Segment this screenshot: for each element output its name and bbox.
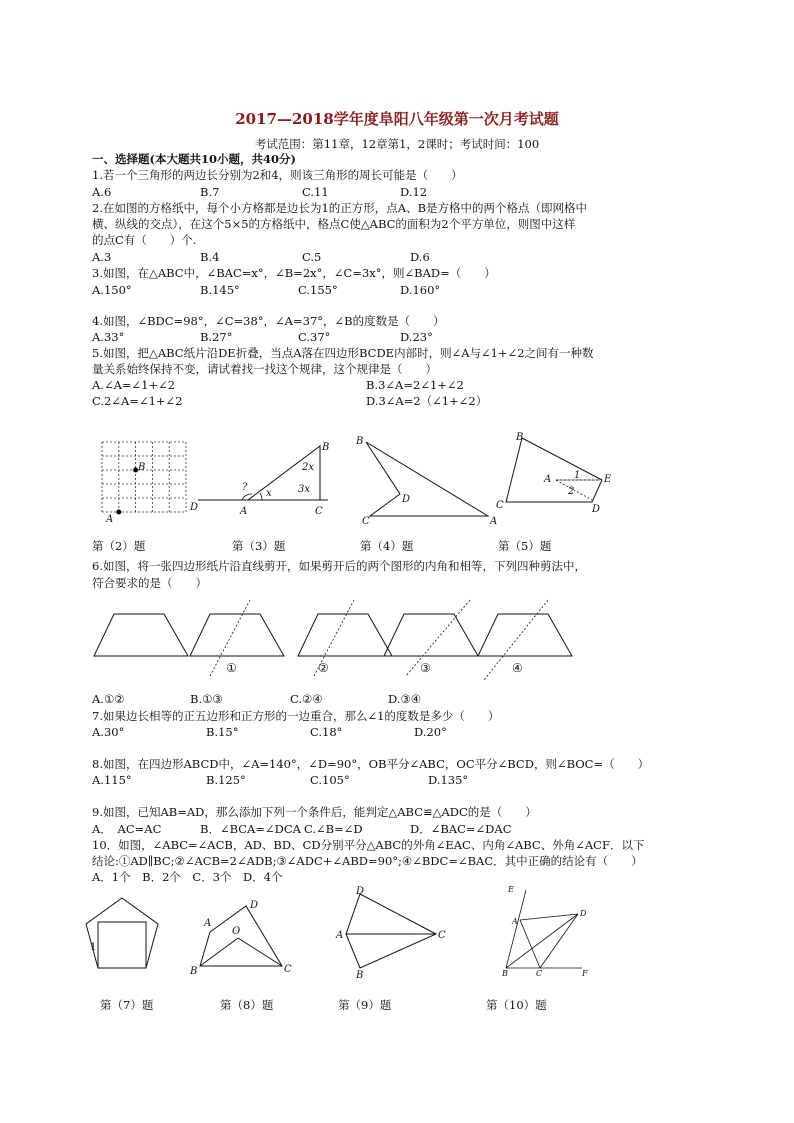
- fig10-label-c: C: [536, 969, 543, 978]
- figure-10-bisectors: [498, 884, 598, 979]
- fig5-label-1: 1: [574, 470, 581, 481]
- q7-option-a: A.30°: [92, 725, 125, 739]
- question-7: 7.如果边长相等的正五边形和正方形的一边重合，那么∠1的度数是多少（ ）: [92, 709, 500, 723]
- fig5-label-e: E: [604, 474, 612, 485]
- fig3-label-d: D: [190, 502, 199, 513]
- q1-option-d: D.12: [400, 185, 428, 199]
- caption-fig4: 第（4）题: [360, 539, 414, 553]
- fig3-label-b: B: [322, 442, 330, 453]
- fig5-label-b: B: [516, 432, 524, 443]
- fig8-label-a: A: [204, 918, 212, 929]
- figure-3-triangle: [190, 438, 340, 523]
- point-b-label: B: [138, 462, 146, 473]
- q3-option-a: A.150°: [92, 283, 132, 297]
- q9-option-d: D．∠BAC=∠DAC: [410, 822, 512, 836]
- fig3-label-c: C: [315, 506, 323, 517]
- fig3-label-a: A: [240, 506, 248, 517]
- q1-option-c: C.11: [302, 185, 329, 199]
- q5-option-d: D.3∠A=2（∠1+∠2）: [366, 394, 488, 408]
- question-2-line3: 的点C有（ ）个.: [92, 233, 197, 247]
- fig10-label-f: F: [582, 969, 588, 978]
- q3-option-b: B.145°: [200, 283, 240, 297]
- caption-fig2: 第（2）题: [92, 539, 146, 553]
- caption-fig8: 第（8）题: [220, 998, 274, 1012]
- q5-option-c: C.2∠A=∠1+∠2: [92, 394, 183, 408]
- figure-2-grid: [100, 440, 190, 525]
- q6-option-a: A.①②: [92, 692, 125, 706]
- figure-9-kite: [334, 884, 444, 979]
- q9-option-a: A． AC=AC: [92, 822, 162, 836]
- q9-option-b: B．∠BCA=∠DCA: [200, 822, 301, 836]
- figure-5-fold: [494, 430, 614, 515]
- q6-option-d: D.③④: [388, 692, 422, 706]
- q7-option-c: C.18°: [310, 725, 343, 739]
- q4-option-b: B.27°: [200, 330, 233, 344]
- fig5-label-d: D: [592, 504, 601, 515]
- exam-info: 考试范围：第11章，12章第1，2课时；考试时间：100: [254, 137, 540, 151]
- fig4-label-c: C: [362, 516, 370, 527]
- q5-option-b: B.3∠A=2∠1+∠2: [366, 378, 464, 392]
- cut-mark-4: ④: [512, 661, 523, 675]
- q2-option-d: D.6: [410, 250, 430, 264]
- fig7-angle-1: 1: [90, 942, 97, 953]
- question-10-options: A．1个 B．2个 C．3个 D．4个: [92, 870, 283, 884]
- fig3-label-3x: 3x: [298, 484, 311, 495]
- question-5: 5.如图，把△ABC纸片沿DE折叠，当点A落在四边形BCDE内部时，则∠A与∠1+∠2之间有一种数: [92, 346, 594, 360]
- question-8: 8.如图，在四边形ABCD中，∠A=140°，∠D=90°，OB平分∠ABC，OC平分∠BCD，则∠BOC=（ ）: [92, 757, 650, 771]
- q2-option-c: C.5: [302, 250, 322, 264]
- fig5-label-c: C: [496, 500, 504, 511]
- question-5-line2: 量关系始终保持不变，请试着找一找这个规律，这个规律是（ ）: [92, 362, 437, 376]
- cut-mark-1: ①: [226, 661, 237, 675]
- caption-fig9: 第（9）题: [338, 998, 392, 1012]
- q5-option-a: A.∠A=∠1+∠2: [92, 378, 176, 392]
- figure-6-cuts: [92, 600, 592, 685]
- q1-option-a: A.6: [92, 185, 112, 199]
- caption-fig5: 第（5）题: [498, 539, 552, 553]
- question-6-line2: 符合要求的是（ ）: [92, 576, 207, 590]
- q7-option-b: B.15°: [206, 725, 239, 739]
- fig10-label-a: A: [512, 917, 518, 926]
- q8-option-d: D.135°: [428, 773, 469, 787]
- q9-option-c: C.∠B=∠D: [304, 822, 363, 836]
- q8-option-c: C.105°: [310, 773, 350, 787]
- fig10-label-d: D: [580, 909, 587, 918]
- q8-option-b: B.125°: [206, 773, 246, 787]
- fig3-label-2x: 2x: [302, 462, 315, 473]
- fig9-label-b: B: [356, 970, 364, 981]
- fig8-label-d: D: [250, 900, 259, 911]
- caption-fig7: 第（7）题: [100, 998, 154, 1012]
- q6-option-c: C.②④: [290, 692, 323, 706]
- question-10: 10．如图，∠ABC=∠ACB，AD、BD、CD分别平分△ABC的外角∠EAC、内角∠ABC、外角∠ACF．以下: [92, 838, 645, 852]
- fig9-label-d: D: [356, 886, 365, 897]
- point-a-label: A: [106, 514, 114, 525]
- page-title: 2017—2018学年度阜阳八年级第一次月考试题: [235, 110, 559, 128]
- question-3: 3.如图，在△ABC中，∠BAC=x°，∠B=2x°，∠C=3x°，则∠BAD=（ ）: [92, 266, 496, 280]
- fig4-label-a: A: [490, 516, 498, 527]
- figure-7-pentagon-square: [84, 894, 164, 974]
- caption-fig10: 第（10）题: [486, 998, 547, 1012]
- q2-option-b: B.4: [200, 250, 220, 264]
- fig8-label-o: O: [232, 926, 241, 937]
- question-2-line2: 横、纵线的交点），在这个5×5的方格纸中，格点C使△ABC的面积为2个平方单位，则图中这样: [92, 217, 576, 231]
- fig10-label-b: B: [502, 969, 508, 978]
- fig5-label-a: A: [544, 474, 552, 485]
- caption-fig3: 第（3）题: [232, 539, 286, 553]
- question-10-line2: 结论:①AD∥BC;②∠ACB=2∠ADB;③∠ADC+∠ABD=90°;④∠BDC=∠BAC．其中正确的结论有（ ）: [92, 854, 643, 868]
- q8-option-a: A.115°: [92, 773, 132, 787]
- q2-option-a: A.3: [92, 250, 112, 264]
- cut-mark-2: ②: [318, 661, 329, 675]
- fig3-label-question: ?: [242, 482, 248, 493]
- question-4: 4.如图，∠BDC=98°，∠C=38°，∠A=37°，∠B的度数是（ ）: [92, 314, 445, 328]
- q4-option-d: D.23°: [400, 330, 433, 344]
- question-2: 2.在如图的方格纸中，每个小方格都是边长为1的正方形，点A、B是方格中的两个格点（即网格中: [92, 201, 588, 215]
- q4-option-a: A.33°: [92, 330, 125, 344]
- figure-4-concave: [352, 432, 502, 527]
- q7-option-d: D.20°: [414, 725, 447, 739]
- q4-option-c: C.37°: [298, 330, 331, 344]
- fig3-label-x: x: [266, 488, 272, 499]
- fig9-label-a: A: [336, 930, 344, 941]
- question-6: 6.如图，将一张四边形纸片沿直线剪开，如果剪开后的两个图形的内角和相等，下列四种剪法中，: [92, 559, 586, 573]
- figure-8-quadrilateral: [190, 896, 300, 981]
- fig4-label-d: D: [402, 494, 411, 505]
- cut-mark-3: ③: [420, 661, 431, 675]
- q3-option-c: C.155°: [298, 283, 338, 297]
- q6-option-b: B.①③: [190, 692, 223, 706]
- question-9: 9.如图，已知AB=AD，那么添加下列一个条件后，能判定△ABC≌△ADC的是（ ）: [92, 805, 537, 819]
- fig10-label-e: E: [508, 885, 514, 894]
- fig8-label-b: B: [190, 966, 198, 977]
- q1-option-b: B.7: [200, 185, 220, 199]
- q3-option-d: D.160°: [400, 283, 441, 297]
- section-heading: 一、选择题(本大题共10小题，共40分): [92, 152, 296, 166]
- fig8-label-c: C: [284, 964, 292, 975]
- fig9-label-c: C: [438, 930, 446, 941]
- question-1: 1.若一个三角形的两边长分别为2和4，则该三角形的周长可能是（ ）: [92, 168, 463, 182]
- fig5-label-2: 2: [568, 486, 575, 497]
- fig4-label-b: B: [356, 436, 364, 447]
